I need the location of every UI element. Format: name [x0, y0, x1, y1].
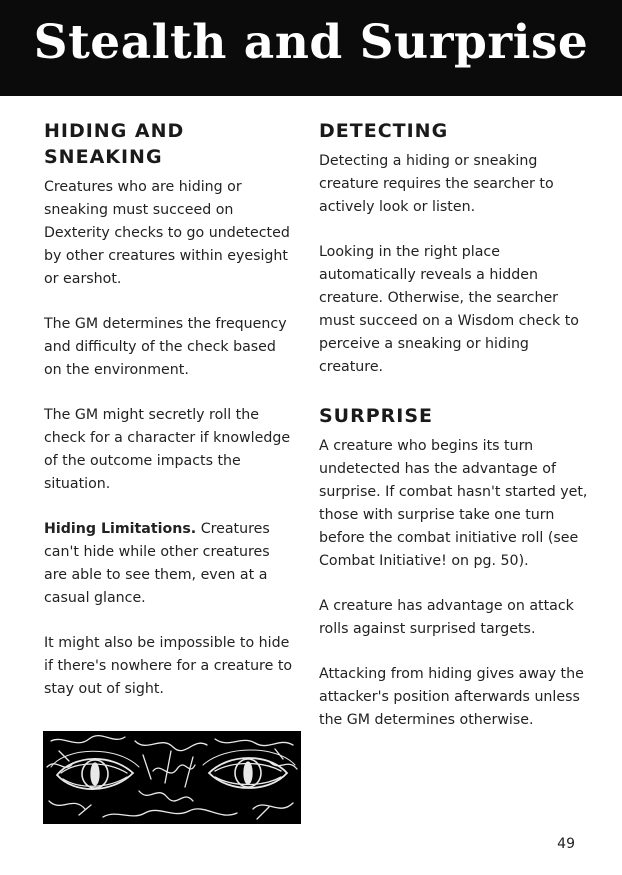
- hiding-limitations-paragraph: [44, 518, 296, 610]
- hiding-heading: HIDING AND SNEAKING: [44, 120, 185, 168]
- hiding-paragraph-3: The GM might secretly roll the check for a character if knowledge of the outcome impacts the situation.: [44, 407, 291, 492]
- detecting-paragraph-2: Looking in the right place automatically reveals a hidden creature. Otherwise, the searcher must succeed on a Wisdom check to perceive a sneaking or hiding creature.: [319, 244, 579, 375]
- hiding-limitations-label: Hiding Limitations.: [44, 521, 197, 537]
- hiding-paragraph-1: Creatures who are hiding or sneaking must succeed on Dexterity checks to go undetected by other creatures within eyesight or earshot.: [44, 179, 290, 287]
- detecting-heading: DETECTING: [319, 120, 449, 142]
- surprise-heading: SURPRISE: [319, 405, 434, 427]
- page-number: 49: [557, 836, 575, 852]
- detecting-paragraph-1: Detecting a hiding or sneaking creature requires the searcher to actively look or listen.: [319, 153, 554, 215]
- eyes-icon: [43, 731, 301, 824]
- surprise-paragraph-1: A creature who begins its turn undetected has the advantage of surprise. If combat hasn't started yet, those with surprise take one turn before the combat initiative roll (see Combat Initiative! on pg. 50).: [319, 438, 588, 569]
- title-banner: [0, 0, 622, 96]
- hiding-section: [44, 118, 296, 723]
- surprise-paragraph-3: Attacking from hiding gives away the attacker's position afterwards unless the GM determines otherwise.: [319, 666, 584, 728]
- surprise-paragraph-2: A creature has advantage on attack rolls against surprised targets.: [319, 598, 574, 637]
- page-title: Stealth and Surprise: [33, 14, 589, 70]
- hiding-paragraph-2: The GM determines the frequency and difficulty of the check based on the environment.: [44, 316, 287, 378]
- eyes-illustration: [43, 731, 301, 824]
- detecting-surprise-section: [319, 118, 589, 754]
- hiding-limitations-text: Creatures can't hide while other creatures are able to see them, even at a casual glance.: [44, 521, 270, 606]
- hiding-paragraph-final: It might also be impossible to hide if there's nowhere for a creature to stay out of sight.: [44, 635, 293, 697]
